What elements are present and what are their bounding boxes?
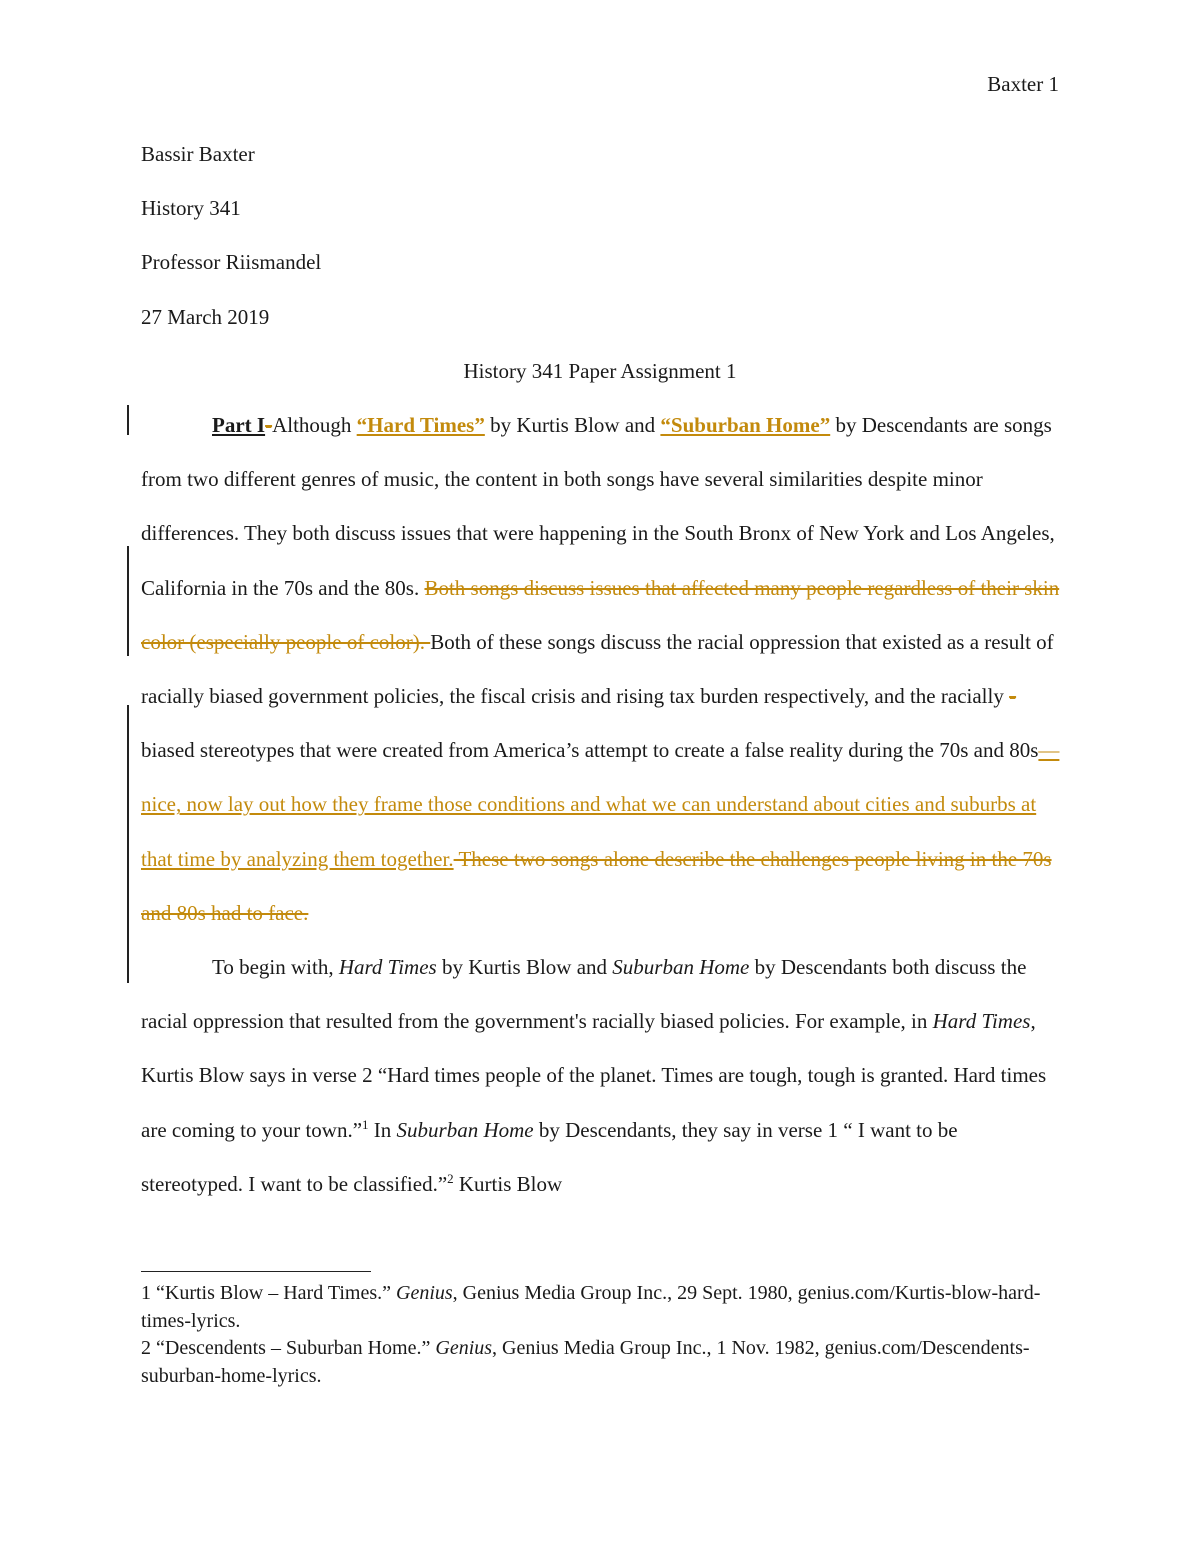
text-run: Both of these songs discuss the racial oppression that existed as a result of racially biased government policies, the fiscal crisis and rising tax burden respectively, and the racially <box>141 629 1054 709</box>
change-bar <box>127 705 129 983</box>
text-run: by Descendants both discuss the racial oppression that resulted from the government's racially biased policies. For example, in <box>141 955 1027 1034</box>
running-head: Baxter 1 <box>987 72 1059 96</box>
song-title: Hard Times <box>338 955 437 980</box>
text-run: “Descendents – Suburban Home.” <box>151 1337 436 1359</box>
footnote <box>141 1335 1061 1390</box>
change-bar <box>127 405 129 435</box>
text-run: Kurtis Blow <box>453 1171 563 1196</box>
text-run: , Genius Media Group Inc., 1 Nov. 1982, genius.com/Descendents-suburban-home-lyrics. <box>141 1337 1030 1387</box>
footnote-number: 1 <box>141 1282 151 1304</box>
part-label: Part I <box>212 413 266 437</box>
text-run: In <box>368 1117 397 1142</box>
deleted-text: - <box>1009 684 1017 709</box>
paper-title: History 341 Paper Assignment 1 <box>463 359 737 383</box>
text-run: To begin with, <box>212 955 339 980</box>
inserted-song-title: “Suburban Home” <box>660 413 831 437</box>
text-run: , Kurtis Blow says in verse 2 “Hard times people of the planet. Times are tough, tough is granted. Hard times are coming to your town.” <box>141 1009 1047 1142</box>
course-name: History 341 <box>141 196 241 220</box>
deleted-text: These two songs alone describe the challenges people living in the 70s and 80s had to face. <box>141 846 1052 925</box>
text-run: by Descendants, they say in verse 1 “ I want to be stereotyped. I want to be classified.” <box>141 1117 958 1196</box>
body-text <box>141 398 1061 1211</box>
text-run: biased stereotypes that were created from America’s attempt to create a false reality during the 70s and 80s <box>141 738 1039 763</box>
footnotes <box>141 1280 1061 1390</box>
author-name: Bassir Baxter <box>141 142 255 166</box>
deleted-text: - <box>265 413 273 437</box>
inserted-song-title: “Hard Times” <box>356 413 485 437</box>
text-run: , Genius Media Group Inc., 29 Sept. 1980, genius.com/Kurtis-blow-hard-times-lyrics. <box>141 1282 1041 1332</box>
text-run: “Kurtis Blow – Hard Times.” <box>151 1282 396 1304</box>
text-run: by Kurtis Blow and <box>436 955 613 980</box>
footnote-number: 2 <box>141 1337 151 1359</box>
paragraph-two <box>141 940 1061 1211</box>
footnote-separator <box>141 1271 371 1272</box>
inserted-comment: —nice, now lay out how they frame those conditions and what we can understand about cities and suburbs at that time by analyzing them together. <box>141 738 1060 871</box>
source-title: Genius <box>435 1337 493 1359</box>
footnote <box>141 1280 1061 1335</box>
paragraph-part-one <box>141 398 1061 940</box>
professor-name: Professor Riismandel <box>141 250 322 274</box>
deleted-text: Both songs discuss issues that affected many people regardless of their skin color (especially people of color). <box>141 575 1060 654</box>
text-run: Although <box>272 413 357 437</box>
song-title: Suburban Home <box>396 1117 534 1142</box>
source-title: Genius <box>396 1282 453 1304</box>
footnote-ref[interactable]: 1 <box>362 1116 369 1132</box>
song-title: Suburban Home <box>612 955 750 980</box>
text-run: by Kurtis Blow and <box>484 413 661 437</box>
footnote-ref[interactable]: 2 <box>447 1170 454 1186</box>
text-run: by Descendants are songs from two different genres of music, the content in both songs have several similarities despite minor differences. They both discuss issues that were happening in the South Bronx of New York and Los Angeles, California in the 70s and the 80s. <box>141 413 1055 600</box>
song-title: Hard Times <box>932 1009 1031 1034</box>
change-bar <box>127 546 129 656</box>
submission-date: 27 March 2019 <box>141 305 270 329</box>
